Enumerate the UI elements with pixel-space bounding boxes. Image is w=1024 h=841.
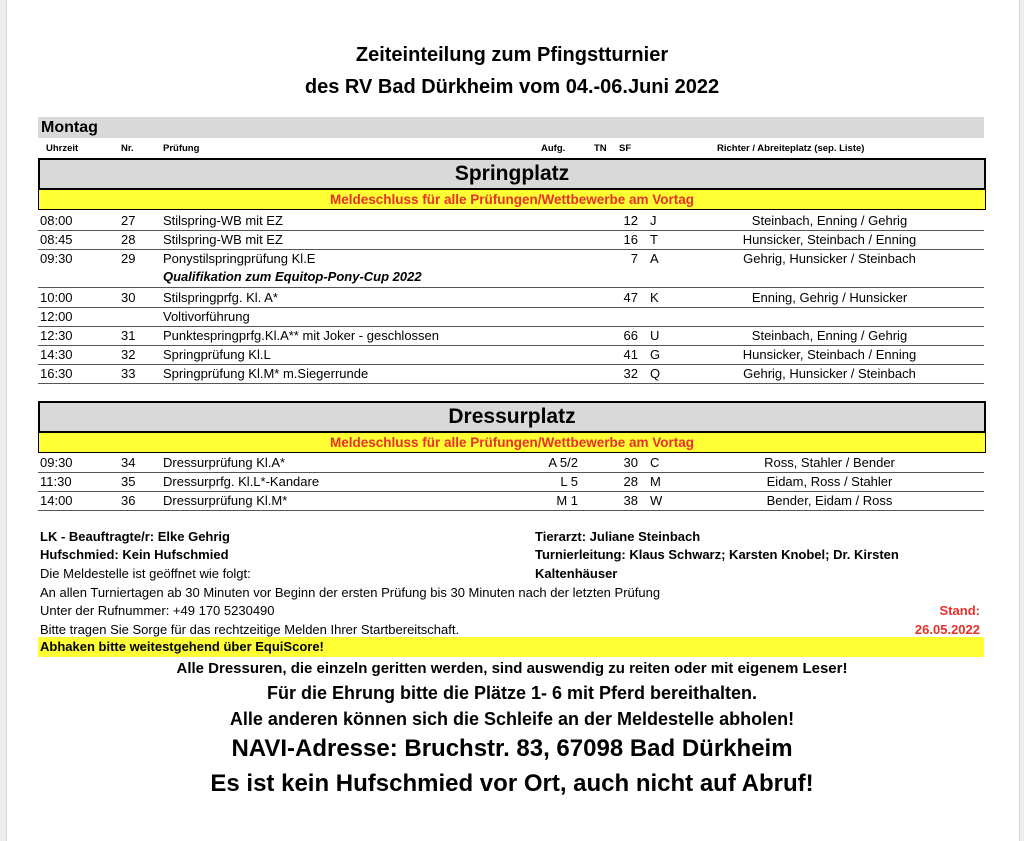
cell-time: 09:30: [40, 251, 73, 266]
table-row: [38, 345, 984, 365]
cell-name: Springprüfung Kl.M* m.Siegerrunde: [163, 366, 369, 381]
cell-tn: 28: [623, 474, 638, 489]
cell-nr: 34: [121, 455, 136, 470]
cell-sf: A: [650, 251, 659, 266]
cell-time: 12:00: [40, 309, 73, 324]
springplatz-title: Springplatz: [38, 158, 986, 190]
notice-dressage: Alle Dressuren, die einzeln geritten werden, sind auswendig zu reiten oder mit eigenem Leser!: [176, 660, 848, 677]
cell-name: Punktespringprfg.Kl.A** mit Joker - geschlossen: [163, 328, 440, 343]
doc-title-line1: Zeiteinteilung zum Pfingstturnier: [355, 44, 669, 66]
farrier-info: Hufschmied: Kein Hufschmied: [40, 547, 229, 562]
table-row: [38, 249, 984, 288]
management-info: Turnierleitung: Klaus Schwarz; Karsten Knobel; Dr. Kirsten: [535, 547, 899, 562]
cell-judges: Enning, Gehrig / Hunsicker: [751, 290, 908, 305]
cell-sf: K: [650, 290, 659, 305]
cell-judges: Gehrig, Hunsicker / Steinbach: [743, 251, 916, 266]
notice-address: NAVI-Adresse: Bruchstr. 83, 67098 Bad Dürkheim: [231, 735, 793, 762]
col-header-name: Prüfung: [163, 143, 200, 154]
col-header-aufg: Aufg.: [541, 143, 566, 154]
cell-tn: 7: [630, 251, 638, 266]
col-header-sf: SF: [619, 143, 632, 154]
dressurplatz-title: Dressurplatz: [38, 401, 986, 433]
cell-sf: G: [650, 347, 661, 362]
cell-judges: Bender, Eidam / Ross: [766, 493, 893, 508]
qualification-note: Qualifikation zum Equitop-Pony-Cup 2022: [163, 269, 422, 284]
cell-name: Stilspring-WB mit EZ: [163, 232, 283, 247]
table-row: [38, 364, 984, 384]
management-info-cont: Kaltenhäuser: [535, 566, 618, 581]
cell-nr: 32: [121, 347, 136, 362]
cell-aufg: A 5/2: [548, 455, 578, 470]
cell-judges: Steinbach, Enning / Gehrig: [751, 328, 908, 343]
cell-time: 10:00: [40, 290, 73, 305]
cell-judges: Eidam, Ross / Stahler: [766, 474, 893, 489]
meldestelle-intro: Die Meldestelle ist geöffnet wie folgt:: [40, 566, 251, 581]
cell-nr: 28: [121, 232, 136, 247]
cell-judges: Gehrig, Hunsicker / Steinbach: [743, 366, 916, 381]
opening-hours: An allen Turniertagen ab 30 Minuten vor Beginn der ersten Prüfung bis 30 Minuten nach der letzten Prüfung: [40, 585, 661, 600]
col-header-time: Uhrzeit: [46, 143, 79, 154]
cell-time: 14:00: [40, 493, 73, 508]
springplatz-deadline: Meldeschluss für alle Prüfungen/Wettbewerbe am Vortag: [38, 190, 986, 210]
cell-nr: 33: [121, 366, 136, 381]
cell-tn: 16: [623, 232, 638, 247]
table-row: [38, 230, 984, 250]
cell-time: 09:30: [40, 455, 73, 470]
cell-name: Voltivorführung: [163, 309, 250, 324]
table-row: [38, 211, 984, 231]
table-row: [38, 472, 984, 492]
col-header-judges: Richter / Abreiteplatz (sep. Liste): [717, 143, 865, 154]
stand-date: 26.05.2022: [914, 622, 980, 637]
cell-judges: Hunsicker, Steinbach / Enning: [742, 347, 917, 362]
cell-sf: Q: [650, 366, 661, 381]
cell-time: 11:30: [40, 474, 72, 489]
cell-tn: 30: [623, 455, 638, 470]
day-band: [38, 117, 984, 138]
cell-tn: 32: [623, 366, 638, 381]
cell-name: Dressurprüfung Kl.A*: [163, 455, 286, 470]
day-label: Montag: [41, 119, 98, 136]
cell-tn: 38: [623, 493, 638, 508]
cell-judges: Steinbach, Enning / Gehrig: [751, 213, 908, 228]
cell-time: 08:45: [40, 232, 73, 247]
table-row: [38, 491, 984, 511]
cell-nr: 36: [121, 493, 136, 508]
notice-ceremony: Für die Ehrung bitte die Plätze 1- 6 mit Pferd bereithalten.: [266, 683, 758, 703]
cell-sf: W: [650, 493, 663, 508]
cell-name: Stilspring-WB mit EZ: [163, 213, 283, 228]
cell-tn: 47: [623, 290, 638, 305]
cell-tn: 41: [623, 347, 638, 362]
cell-aufg: M 1: [556, 493, 578, 508]
col-header-nr: Nr.: [121, 143, 134, 154]
table-row: [38, 288, 984, 308]
cell-nr: 35: [121, 474, 136, 489]
notice-ribbons: Alle anderen können sich die Schleife an der Meldestelle abholen!: [229, 709, 795, 729]
doc-title-line2: des RV Bad Dürkheim vom 04.-06.Juni 2022: [304, 76, 720, 98]
reminder-text: Bitte tragen Sie Sorge für das rechtzeitige Melden Ihrer Startbereitschaft.: [40, 622, 460, 637]
col-header-tn: TN: [594, 143, 607, 154]
cell-nr: 31: [121, 328, 136, 343]
table-row: [38, 326, 984, 346]
cell-nr: 30: [121, 290, 136, 305]
cell-name: Springprüfung Kl.L: [163, 347, 271, 362]
cell-name: Stilspringprfg. Kl. A*: [163, 290, 278, 305]
cell-time: 14:30: [40, 347, 73, 362]
cell-name: Dressurprfg. Kl.L*-Kandare: [163, 474, 320, 489]
cell-time: 08:00: [40, 213, 73, 228]
cell-sf: J: [650, 213, 657, 228]
cell-aufg: L 5: [560, 474, 578, 489]
cell-tn: 12: [623, 213, 638, 228]
cell-tn: 66: [623, 328, 638, 343]
table-row: [38, 453, 984, 473]
cell-sf: M: [650, 474, 661, 489]
cell-nr: 29: [121, 251, 136, 266]
cell-sf: T: [650, 232, 658, 247]
cell-name: Ponystilspringprüfung Kl.E: [163, 251, 316, 266]
equiscore-bar: [38, 637, 984, 657]
dressurplatz-deadline: Meldeschluss für alle Prüfungen/Wettbewerbe am Vortag: [38, 433, 986, 453]
cell-nr: 27: [121, 213, 136, 228]
equiscore-text: Abhaken bitte weitestgehend über EquiScore!: [40, 639, 324, 654]
cell-sf: U: [650, 328, 660, 343]
stand-label: Stand:: [939, 603, 980, 618]
cell-name: Dressurprüfung Kl.M*: [163, 493, 288, 508]
lk-officer: LK - Beauftragte/r: Elke Gehrig: [40, 529, 230, 544]
notice-no-farrier: Es ist kein Hufschmied vor Ort, auch nicht auf Abruf!: [210, 770, 814, 797]
vet-info: Tierarzt: Juliane Steinbach: [535, 529, 701, 544]
cell-sf: C: [650, 455, 660, 470]
phone-number: Unter der Rufnummer: +49 170 5230490: [40, 603, 275, 618]
cell-time: 16:30: [40, 366, 73, 381]
table-row: [38, 307, 984, 327]
cell-judges: Ross, Stahler / Bender: [764, 455, 895, 470]
cell-time: 12:30: [40, 328, 73, 343]
cell-judges: Hunsicker, Steinbach / Enning: [742, 232, 917, 247]
